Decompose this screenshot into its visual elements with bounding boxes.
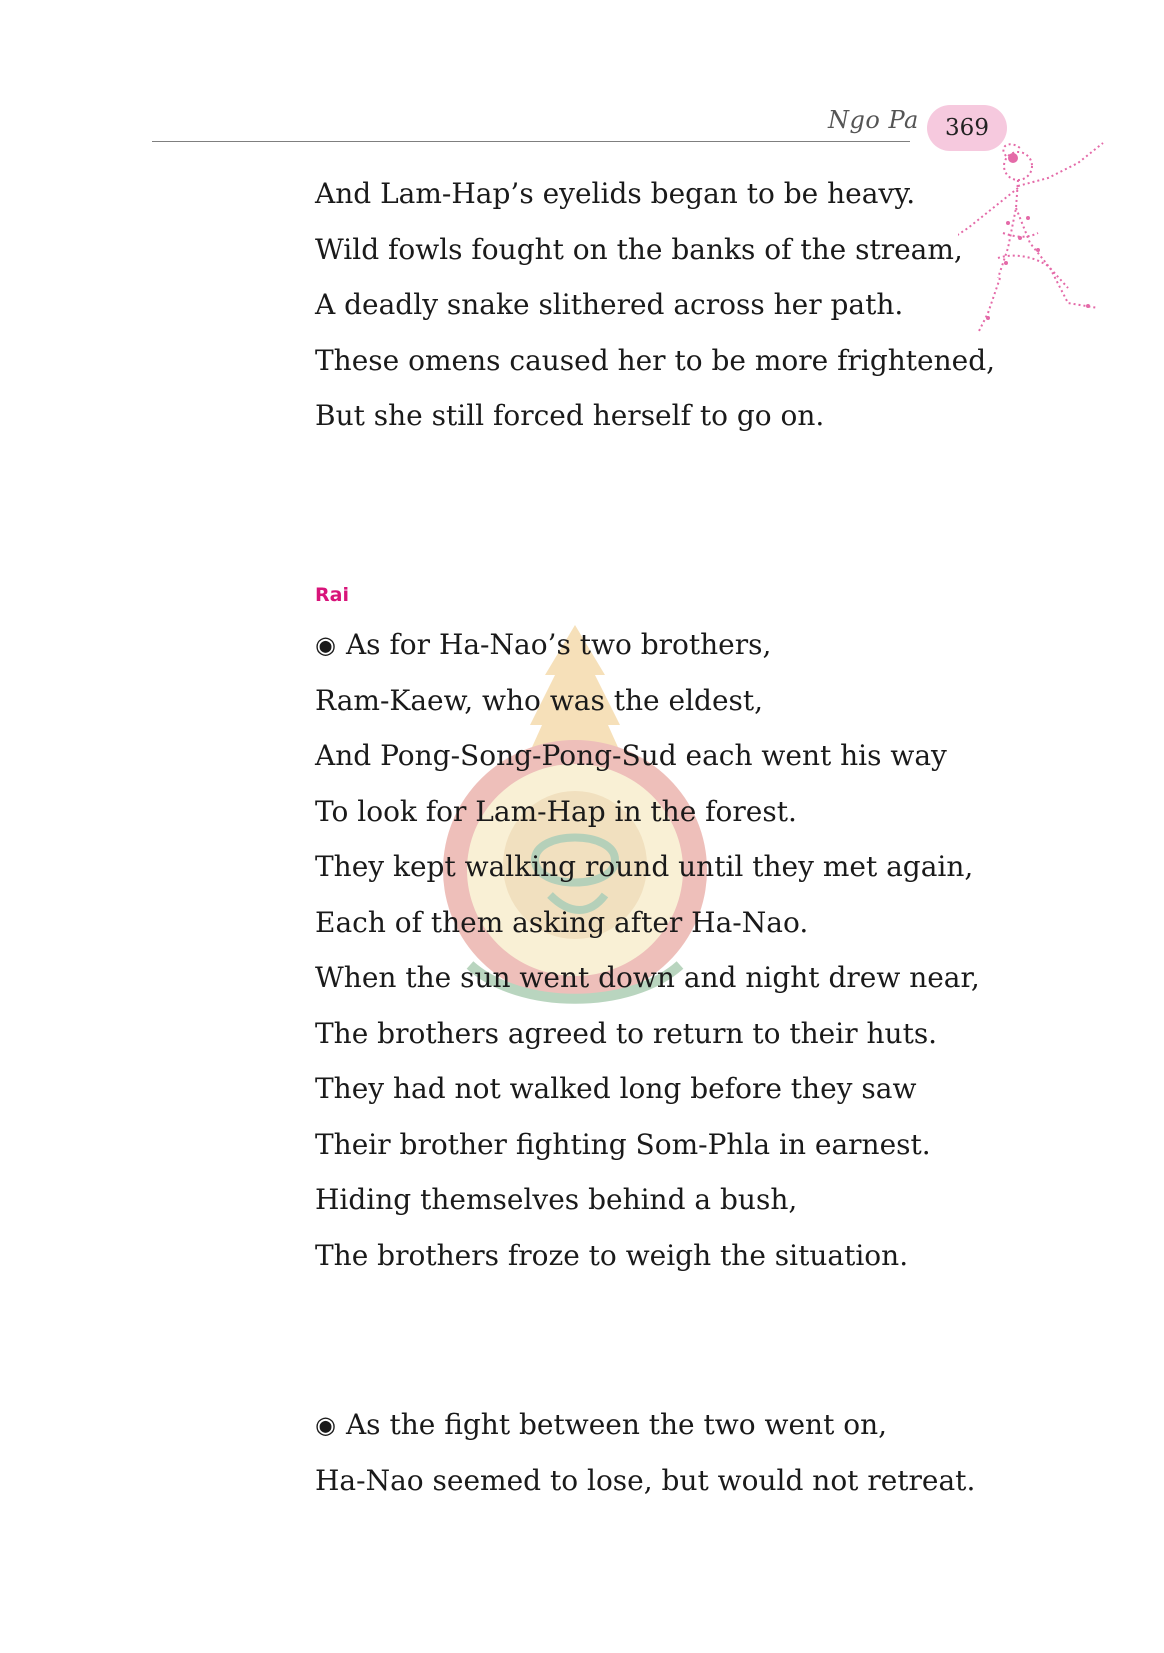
header-rule: [152, 141, 910, 142]
section-label: Rai: [315, 584, 349, 606]
page-number: 369: [945, 115, 989, 141]
stanza-1: [315, 166, 995, 444]
verse-line: And Lam-Hap’s eyelids began to be heavy.: [315, 177, 916, 210]
verse-line: Their brother fighting Som-Phla in earnest.: [315, 1127, 931, 1161]
verse-line: ◉ As for Ha-Nao’s two brothers,: [315, 617, 980, 673]
verse-line: And Pong-Song-Pong-Sud each went his way: [315, 739, 947, 772]
verse-line: Ram-Kaew, who was the eldest,: [315, 683, 764, 717]
verse-line: They had not walked long before they saw: [315, 1072, 917, 1105]
verse-line: When the sun went down and night drew near,: [315, 961, 980, 994]
verse-line: The brothers agreed to return to their huts.: [315, 1016, 938, 1050]
verse-line: Each of them asking after Ha-Nao.: [315, 905, 809, 939]
stanza-3: [315, 1397, 975, 1508]
verse-line: Ha-Nao seemed to lose, but would not retreat.: [315, 1463, 976, 1497]
stanza-2: [315, 617, 980, 1283]
verse-line: ◉ As the fight between the two went on,: [315, 1397, 975, 1453]
verse-line: The brothers froze to weigh the situation.: [315, 1238, 909, 1272]
verse-line: But she still forced herself to go on.: [315, 399, 825, 432]
verse-line: These omens caused her to be more frightened,: [315, 343, 996, 377]
verse-line: Hiding themselves behind a bush,: [315, 1183, 798, 1216]
verse-line: To look for Lam-Hap in the forest.: [315, 794, 797, 828]
verse-line: A deadly snake slithered across her path.: [315, 288, 904, 321]
verse-line: They kept walking round until they met again,: [315, 850, 974, 883]
running-title: Ngo Pa: [828, 106, 919, 134]
verse-line: Wild fowls fought on the banks of the stream,: [315, 232, 963, 266]
bullet-icon: ◉: [315, 631, 336, 659]
bullet-icon: ◉: [315, 1411, 336, 1439]
